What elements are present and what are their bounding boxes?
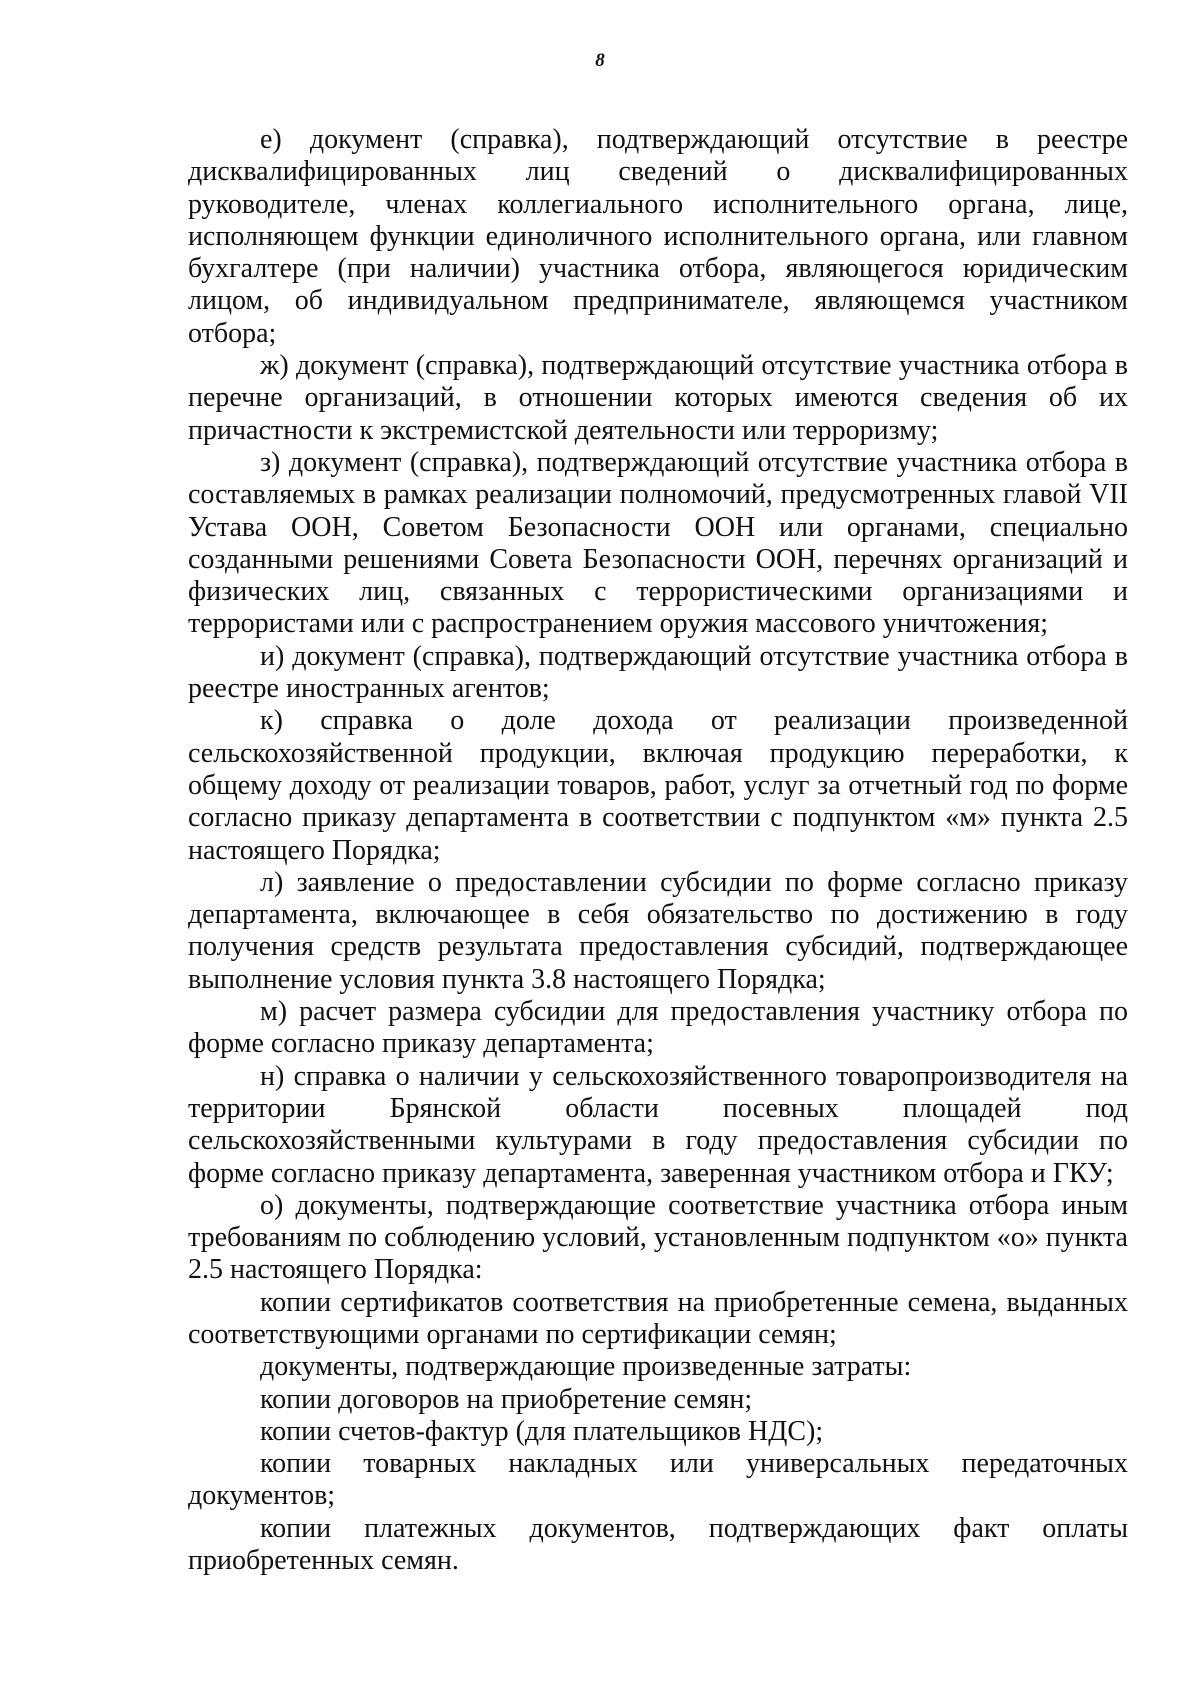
- paragraph-o: о) документы, подтверждающие соответствие участника отбора иным требованиям по соблюдению условий, установленным подпунктом «о» пункта 2.5 настоящего Порядка:: [188, 1189, 1128, 1286]
- paragraph-z: з) документ (справка), подтверждающий отсутствие участника отбора в составляемых в рамках реализации полномочий, предусмотренных главой VII Устава ООН, Советом Безопасности ООН или органами, специально созданными решениями Совета Безопасности ООН, перечнях организаций и физических лиц, связанных с террористическими организациями и террористами или с распространением оружия массового уничтожения;: [188, 446, 1128, 640]
- list-item-waybills: копии товарных накладных или универсальных передаточных документов;: [188, 1448, 1128, 1512]
- paragraph-e: е) документ (справка), подтверждающий отсутствие в реестре дисквалифицированных лиц сведений о дисквалифицированных руководителе, членах коллегиального исполнительного органа, лице, исполняющем функции единоличного исполнительного органа, или главном бухгалтере (при наличии) участника отбора, являющегося юридическим лицом, об индивидуальном предпринимателе, являющемся участником отбора;: [188, 124, 1128, 349]
- paragraph-l: л) заявление о предоставлении субсидии по форме согласно приказу департамента, включающее в себя обязательство по достижению в году получения средств результата предоставления субсидий, подтверждающее выполнение условия пункта 3.8 настоящего Порядка;: [188, 866, 1128, 995]
- list-item-expense-documents: документы, подтверждающие произведенные затраты:: [260, 1351, 912, 1383]
- paragraph-n: н) справка о наличии у сельскохозяйственного товаропроизводителя на территории Брянской области посевных площадей под сельскохозяйственными культурами в году предоставления субсидии по форме согласно приказу департамента, заверенная участником отбора и ГКУ;: [188, 1060, 1128, 1189]
- list-item-certificates: копии сертификатов соответствия на приобретенные семена, выданных соответствующими органами по сертификации семян;: [188, 1286, 1128, 1350]
- paragraph-k: к) справка о доле дохода от реализации произведенной сельскохозяйственной продукции, включая продукцию переработки, к общему доходу от реализации товаров, работ, услуг за отчетный год по форме согласно приказу департамента в соответствии с подпунктом «м» пункта 2.5 настоящего Порядка;: [188, 705, 1128, 866]
- paragraph-i: и) документ (справка), подтверждающий отсутствие участника отбора в реестре иностранных агентов;: [188, 640, 1128, 705]
- page-number: 8: [595, 50, 605, 71]
- list-item-contracts: копии договоров на приобретение семян;: [260, 1383, 753, 1415]
- list-item-payment-documents: копии платежных документов, подтверждающих факт оплаты приобретенных семян.: [188, 1512, 1128, 1577]
- paragraph-m: м) расчет размера субсидии для предоставления участнику отбора по форме согласно приказу департамента;: [188, 996, 1128, 1060]
- list-item-invoices: копии счетов-фактур (для плательщиков НДС);: [260, 1415, 824, 1447]
- paragraph-zh: ж) документ (справка), подтверждающий отсутствие участника отбора в перечне организаций, в отношении которых имеются сведения об их причастности к экстремистской деятельности или терроризму;: [188, 350, 1128, 446]
- document-body: [188, 124, 1128, 1577]
